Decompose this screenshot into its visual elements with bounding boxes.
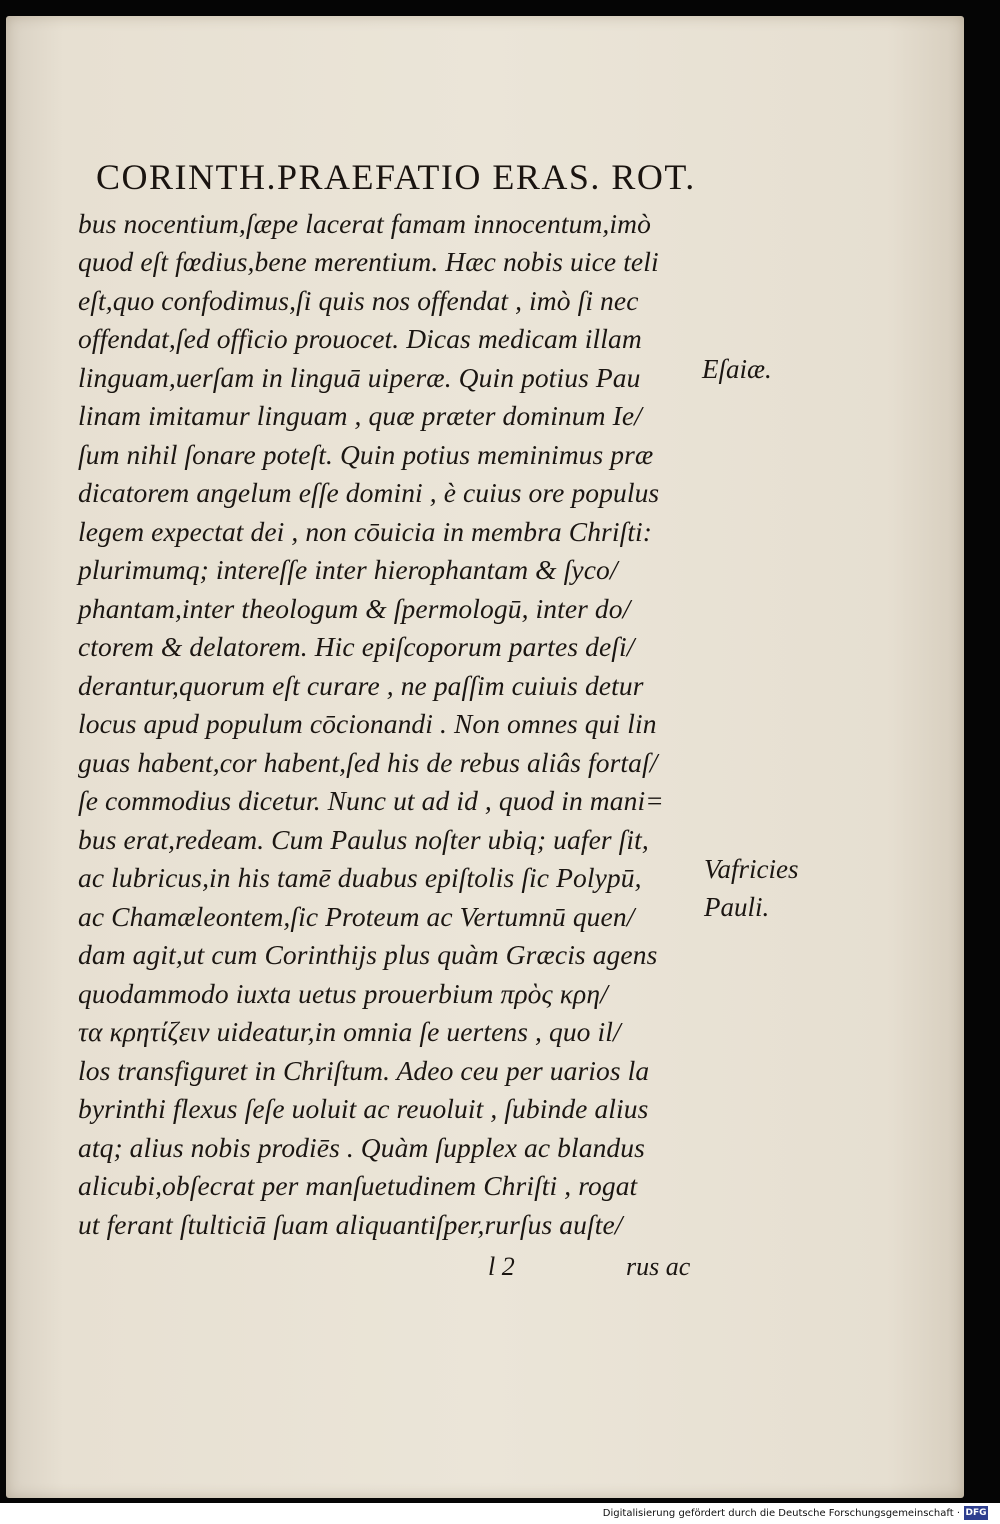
text-line: offendat,ſed officio prouocet. Dicas medicam illam: [78, 323, 642, 354]
text-line: dicatorem angelum eſſe domini , è cuius ore populus: [78, 477, 660, 508]
text-line: τα κρητίζειν uideatur,in omnia ſe uertens , quo il/: [78, 1016, 621, 1047]
text-line: phantam,inter theologum & ſpermologū, inter do/: [78, 593, 631, 624]
text-line: locus apud populum cōcionandi . Non omnes qui lin: [78, 708, 657, 739]
text-line: quod eſt fœdius,bene merentium. Hæc nobis uice teli: [78, 246, 659, 277]
text-line: byrinthi flexus ſeſe uoluit ac reuoluit , ſubinde alius: [78, 1093, 649, 1124]
text-line: ac Chamæleontem,ſic Proteum ac Vertumnū quen/: [78, 901, 635, 932]
signature-mark: l 2: [488, 1252, 515, 1281]
text-line: ctorem & delatorem. Hic epiſcoporum partes deſi/: [78, 631, 635, 662]
text-line: guas habent,cor habent,ſed his de rebus aliâs fortaſ/: [78, 747, 658, 778]
text-line: legem expectat dei , non cōuicia in membra Chriſti:: [78, 516, 653, 547]
running-header: CORINTH.PRAEFATIO ERAS. ROT.: [96, 157, 696, 197]
text-line: eſt,quo confodimus,ſi quis nos offendat , imò ſi nec: [78, 285, 639, 316]
catchword: rus ac: [626, 1252, 691, 1281]
text-line: ut ferant ſtulticiā ſuam aliquantiſper,rurſus auſte/: [78, 1209, 623, 1240]
text-line: plurimumq; intereſſe inter hierophantam & ſyco/: [78, 554, 618, 585]
text-line: alicubi,obſecrat per manſuetudinem Chriſti , rogat: [78, 1170, 638, 1201]
text-line: ac lubricus,in his tamē duabus epiſtolis ſic Polypū,: [78, 862, 642, 893]
margin-note-pauli: Pauli.: [704, 892, 770, 922]
text-line: linguam,uerſam in linguā uiperæ. Quin potius Pau: [78, 362, 641, 393]
text-line: ſe commodius dicetur. Nunc ut ad id , quod in mani=: [78, 785, 664, 816]
book-page: [6, 16, 964, 1498]
margin-note-esaiae: Eſaiæ.: [702, 354, 772, 384]
text-line: los transfiguret in Chriſtum. Adeo ceu per uarios la: [78, 1055, 650, 1086]
text-line: atq; alius nobis prodiēs . Quàm ſupplex ac blandus: [78, 1132, 645, 1163]
margin-note-vafricies: Vafricies: [704, 854, 799, 884]
text-line: linam imitamur linguam , quæ præter dominum Ie/: [78, 400, 642, 431]
text-line: dam agit,ut cum Corinthijs plus quàm Græcis agens: [78, 939, 658, 970]
dfg-logo: DFG: [965, 1508, 987, 1518]
text-line: derantur,quorum eſt curare , ne paſſim cuiuis detur: [78, 670, 644, 701]
text-line: bus erat,redeam. Cum Paulus noſter ubiq; uafer ſit,: [78, 824, 649, 855]
digitization-credit: Digitalisierung gefördert durch die Deutsche Forschungsgemeinschaft ·: [602, 1508, 960, 1519]
text-line: quodammodo iuxta uetus prouerbium πρὸς κρη/: [78, 978, 608, 1009]
text-line: ſum nihil ſonare poteſt. Quin potius meminimus præ: [78, 439, 654, 470]
text-line: bus nocentium,ſæpe lacerat famam innocentum,imò: [78, 208, 651, 239]
